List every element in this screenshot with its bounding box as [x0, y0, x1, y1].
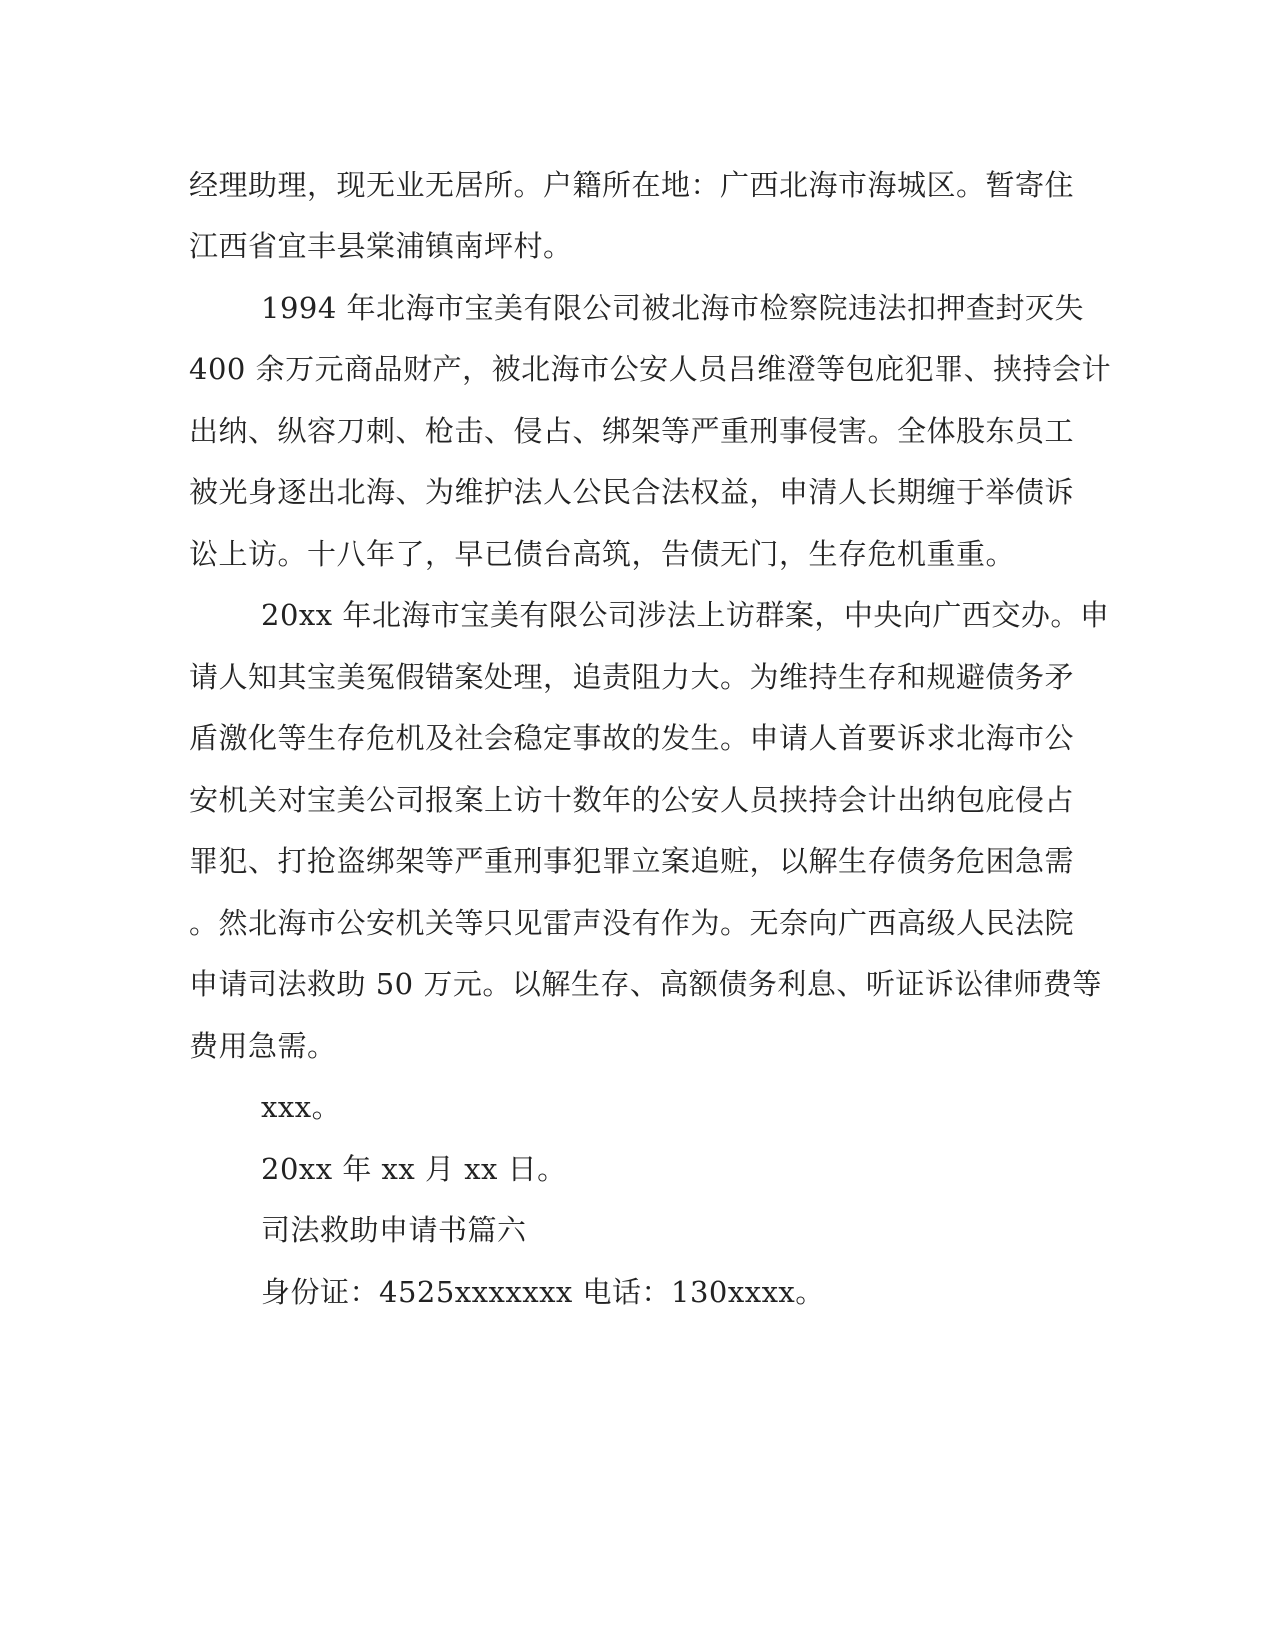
- paragraph-line: 请人知其宝美冤假错案处理，追责阻力大。为维持生存和规避债务矛: [189, 660, 1075, 694]
- paragraph-line: 申请司法救助 50 万元。以解生存、高额债务利息、听证诉讼律师费等: [189, 967, 1102, 1001]
- paragraph-line: 盾激化等生存危机及社会稳定事故的发生。申请人首要诉求北海市公: [189, 721, 1075, 755]
- paragraph-line: 被光身逐出北海、为维护法人公民合法权益，申清人长期缠于举债诉: [189, 475, 1075, 509]
- paragraph-line: 20xx 年北海市宝美有限公司涉法上访群案，中央向广西交办。申: [261, 598, 1110, 632]
- paragraph-line: 费用急需。: [189, 1029, 337, 1063]
- signature-name: xxx。: [261, 1090, 342, 1124]
- paragraph-line: 400 余万元商品财产，被北海市公安人员吕维澄等包庇犯罪、挟持会计: [189, 352, 1112, 386]
- paragraph-line: 安机关对宝美公司报案上访十数年的公安人员挟持会计出纳包庇侵占: [189, 783, 1075, 817]
- paragraph-line: 出纳、纵容刀刺、枪击、侵占、绑架等严重刑事侵害。全体股东员工: [189, 414, 1075, 448]
- paragraph-line: 罪犯、打抢盗绑架等严重刑事犯罪立案追赃，以解生存债务危困急需: [189, 844, 1075, 878]
- paragraph-line: 经理助理，现无业无居所。户籍所在地：广西北海市海城区。暂寄住: [189, 168, 1075, 202]
- paragraph-line: 讼上访。十八年了，早已债台高筑，告债无门，生存危机重重。: [189, 537, 1016, 571]
- paragraph-line: 江西省宜丰县棠浦镇南坪村。: [189, 229, 573, 263]
- section-heading: 司法救助申请书篇六: [261, 1213, 527, 1247]
- paragraph-line: 。然北海市公安机关等只见雷声没有作为。无奈向广西高级人民法院: [189, 906, 1075, 940]
- paragraph-line: 1994 年北海市宝美有限公司被北海市检察院违法扣押查封灭失: [261, 291, 1085, 325]
- signature-date: 20xx 年 xx 月 xx 日。: [261, 1152, 567, 1186]
- id-phone-line: 身份证：4525xxxxxxx 电话：130xxxx。: [261, 1275, 825, 1309]
